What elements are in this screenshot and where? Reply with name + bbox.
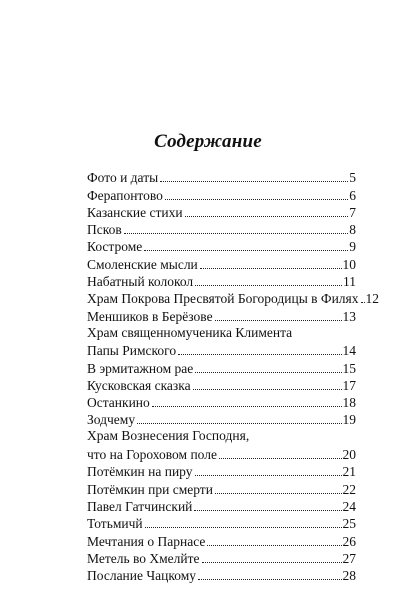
toc-entry-page: 5: [349, 170, 356, 186]
toc-entry: [87, 480, 356, 497]
toc-entry-title: Послание Чацкому: [87, 568, 197, 584]
toc-entry-title: Храм священномученика Климента: [87, 324, 293, 340]
toc-entry-page: 22: [342, 481, 356, 497]
toc-entry-page: 24: [342, 498, 356, 514]
toc-entry: [87, 238, 356, 255]
toc-entry: [87, 515, 356, 532]
toc-entry: [87, 325, 356, 342]
toc-entry-page: 28: [342, 568, 356, 584]
toc-entry-title: Потёмкин на пиру: [87, 464, 193, 480]
toc-entry-title: что на Гороховом поле: [87, 447, 217, 463]
toc-entry: [87, 550, 356, 567]
toc-entry-page: 8: [349, 222, 356, 238]
toc-entry: [87, 204, 356, 221]
dot-leader: [207, 545, 341, 546]
toc-entry-page: 9: [349, 239, 356, 255]
toc-entry-title: Папы Римского: [87, 343, 177, 359]
dot-leader: [145, 527, 342, 528]
toc-entry-page: 21: [342, 464, 356, 480]
dot-leader: [219, 458, 342, 459]
dot-leader: [193, 389, 342, 390]
toc-entry-title: Потёмкин при смерти: [87, 481, 213, 497]
dot-leader: [215, 493, 342, 494]
toc-entry-title: Мечтания о Парнасе: [87, 533, 206, 549]
dot-leader: [185, 216, 349, 217]
table-of-contents: [87, 169, 379, 584]
toc-entry-page: 11: [343, 274, 356, 290]
toc-entry: [87, 532, 356, 549]
dot-leader: [144, 250, 348, 251]
toc-entry: [87, 221, 356, 238]
toc-entry-title: Павел Гатчинский: [87, 498, 193, 514]
toc-entry: [87, 169, 356, 186]
toc-entry-page: 6: [349, 187, 356, 203]
toc-entry-page: 18: [342, 395, 356, 411]
toc-entry: [87, 394, 356, 411]
toc-entry-title: Казанские стихи: [87, 204, 183, 220]
toc-entry-page: 7: [349, 204, 356, 220]
toc-entry-page: 20: [342, 447, 356, 463]
toc-entry: [87, 186, 356, 203]
bleed-through-shadow: [210, 0, 360, 100]
toc-entry-title: Псков: [87, 222, 122, 238]
toc-entry-page: 25: [342, 516, 356, 532]
toc-entry-page: 15: [342, 360, 356, 376]
toc-entry-title: Тотьмичй: [87, 516, 143, 532]
dot-leader: [215, 320, 342, 321]
toc-entry-title: Костроме: [87, 239, 143, 255]
toc-entry-title: Храм Покрова Пресвятой Богородицы в Филях: [87, 291, 359, 307]
toc-entry-title: Кусковская сказка: [87, 377, 191, 393]
toc-entry: [87, 342, 356, 359]
dot-leader: [178, 354, 341, 355]
dot-leader: [194, 510, 341, 511]
toc-entry: [87, 567, 356, 584]
toc-entry-page: 17: [342, 377, 356, 393]
toc-entry: [87, 428, 356, 445]
toc-entry-page: 27: [342, 550, 356, 566]
toc-entry-title: Ферапонтово: [87, 187, 163, 203]
dot-leader: [195, 475, 342, 476]
dot-leader: [152, 406, 342, 407]
toc-entry-title: Фото и даты: [87, 170, 159, 186]
toc-entry-page: 13: [342, 308, 356, 324]
toc-entry: [87, 307, 356, 324]
dot-leader: [198, 579, 341, 580]
dot-leader: [165, 199, 348, 200]
toc-entry-page: 12: [365, 291, 379, 307]
toc-entry: [87, 463, 356, 480]
toc-entry: [87, 290, 379, 307]
dot-leader: [124, 233, 349, 234]
toc-entry-title: Храм Вознесения Господня,: [87, 428, 250, 444]
toc-entry-title: В эрмитажном рае: [87, 360, 194, 376]
toc-entry-title: Зодчему: [87, 412, 136, 428]
toc-entry-page: 14: [342, 343, 356, 359]
toc-entry-page: 19: [342, 412, 356, 428]
toc-entry: [87, 255, 356, 272]
toc-entry: [87, 359, 356, 376]
toc-entry-title: Метель во Хмелйте: [87, 550, 200, 566]
page-title: Содержание: [154, 131, 262, 152]
dot-leader: [195, 372, 341, 373]
toc-entry: [87, 377, 356, 394]
dot-leader: [361, 302, 365, 303]
toc-entry-page: 10: [342, 256, 356, 272]
dot-leader: [195, 285, 342, 286]
toc-entry: [87, 411, 356, 428]
toc-entry: [87, 446, 356, 463]
dot-leader: [200, 268, 342, 269]
toc-entry: [87, 273, 356, 290]
toc-entry-title: Смоленские мысли: [87, 256, 198, 272]
dot-leader: [137, 423, 341, 424]
toc-entry-title: Набатный колокол: [87, 274, 194, 290]
toc-entry: [87, 498, 356, 515]
toc-entry-title: Останкино: [87, 395, 150, 411]
dot-leader: [202, 562, 342, 563]
dot-leader: [160, 181, 348, 182]
toc-entry-title: Меншиков в Берёзове: [87, 308, 213, 324]
toc-entry-page: 26: [342, 533, 356, 549]
